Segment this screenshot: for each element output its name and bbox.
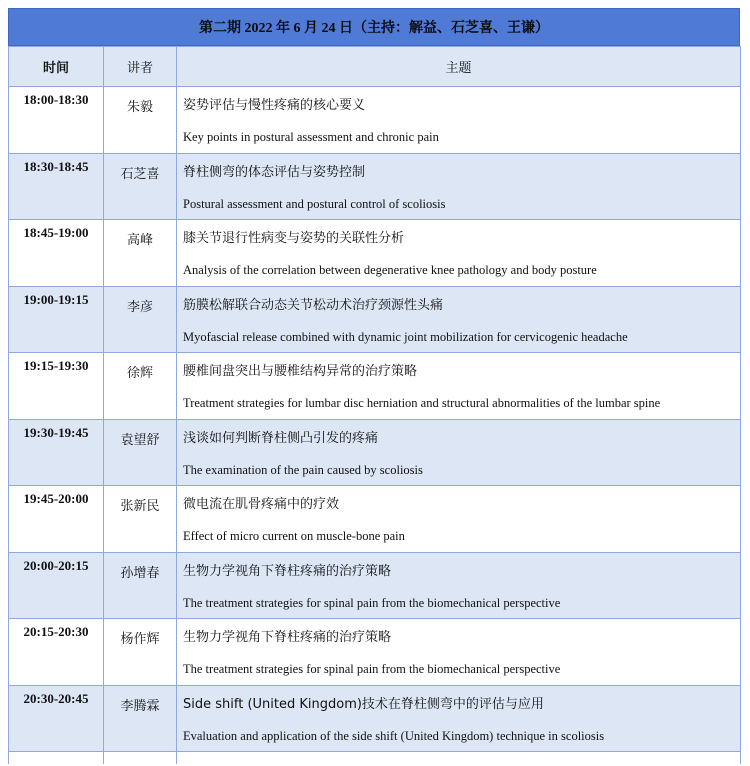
topic-english: Treatment strategies for lumbar disc herniation and structural abnormalities of the lumbar spine: [183, 396, 661, 410]
column-header-topic: 主题: [177, 47, 741, 87]
topic-chinese: 腰椎间盘突出与腰椎结构异常的治疗策略: [183, 364, 418, 379]
topic-english: The treatment strategies for spinal pain from the biomechanical perspective: [183, 662, 561, 676]
speaker-cell: 孙增春: [104, 552, 177, 619]
topic-cell: [177, 419, 741, 486]
table-row: [9, 419, 741, 486]
topic-cell: [177, 685, 741, 752]
empty-cell: [104, 752, 177, 764]
topic-chinese: Side shift (United Kingdom)技术在脊柱侧弯中的评估与应用: [183, 696, 544, 712]
topic-chinese: 微电流在肌骨疼痛中的疗效: [183, 497, 340, 512]
time-cell: 20:15-20:30: [9, 619, 104, 686]
topic-cell: [177, 486, 741, 553]
topic-chinese: 膝关节退行性病变与姿势的关联性分析: [183, 231, 405, 246]
schedule-table: [8, 46, 741, 764]
column-header-time: 时间: [9, 47, 104, 87]
speaker-cell: 朱毅: [104, 87, 177, 154]
header-row: [9, 47, 741, 87]
topic-english: Myofascial release combined with dynamic joint mobilization for cervicogenic headache: [183, 329, 628, 344]
table-row: [9, 552, 741, 619]
speaker-cell: 杨作辉: [104, 619, 177, 686]
topic-cell: [177, 87, 741, 154]
schedule-sheet: [8, 8, 740, 764]
column-header-speaker: 讲者: [104, 47, 177, 87]
topic-english: Effect of micro current on muscle-bone pain: [183, 529, 405, 543]
table-row: [9, 619, 741, 686]
topic-english: The treatment strategies for spinal pain from the biomechanical perspective: [183, 595, 561, 610]
topic-cell: [177, 286, 741, 353]
time-cell: 18:00-18:30: [9, 87, 104, 154]
topic-chinese: 生物力学视角下脊柱疼痛的治疗策略: [183, 630, 392, 645]
table-continuation-row: [9, 752, 741, 764]
topic-chinese: 浅谈如何判断脊柱侧凸引发的疼痛: [183, 430, 379, 446]
time-cell: 20:30-20:45: [9, 685, 104, 752]
speaker-cell: 高峰: [104, 220, 177, 287]
topic-chinese: 筋膜松解联合动态关节松动术治疗颈源性头痛: [183, 297, 444, 313]
topic-english: Key points in postural assessment and chronic pain: [183, 130, 439, 144]
time-cell: 19:00-19:15: [9, 286, 104, 353]
time-cell: 18:30-18:45: [9, 153, 104, 220]
speaker-cell: 李腾霖: [104, 685, 177, 752]
speaker-cell: 石芝喜: [104, 153, 177, 220]
table-row: [9, 153, 741, 220]
time-cell: 19:30-19:45: [9, 419, 104, 486]
topic-english: Postural assessment and postural control of scoliosis: [183, 196, 446, 211]
speaker-cell: 袁望舒: [104, 419, 177, 486]
time-cell: 20:00-20:15: [9, 552, 104, 619]
empty-cell: [177, 752, 741, 764]
topic-cell: [177, 153, 741, 220]
table-row: [9, 286, 741, 353]
session-title: 第二期 2022 年 6 月 24 日（主持：解益、石芝喜、王谦）: [8, 8, 740, 46]
topic-cell: [177, 552, 741, 619]
empty-cell: [9, 752, 104, 764]
speaker-cell: 张新民: [104, 486, 177, 553]
table-row: [9, 486, 741, 553]
topic-english: Analysis of the correlation between degenerative knee pathology and body posture: [183, 263, 597, 277]
topic-cell: [177, 353, 741, 420]
time-cell: 19:15-19:30: [9, 353, 104, 420]
topic-english: The examination of the pain caused by scoliosis: [183, 462, 423, 477]
topic-cell: [177, 619, 741, 686]
topic-english: Evaluation and application of the side shift (United Kingdom) technique in scoliosis: [183, 728, 605, 743]
topic-cell: [177, 220, 741, 287]
topic-chinese: 生物力学视角下脊柱疼痛的治疗策略: [183, 563, 392, 579]
time-cell: 19:45-20:00: [9, 486, 104, 553]
table-row: [9, 353, 741, 420]
speaker-cell: 李彦: [104, 286, 177, 353]
topic-chinese: 脊柱侧弯的体态评估与姿势控制: [183, 164, 366, 180]
time-cell: 18:45-19:00: [9, 220, 104, 287]
table-row: [9, 220, 741, 287]
schedule-rows: [9, 87, 741, 764]
topic-chinese: 姿势评估与慢性疼痛的核心要义: [183, 98, 366, 113]
table-row: [9, 87, 741, 154]
table-row: [9, 685, 741, 752]
speaker-cell: 徐辉: [104, 353, 177, 420]
